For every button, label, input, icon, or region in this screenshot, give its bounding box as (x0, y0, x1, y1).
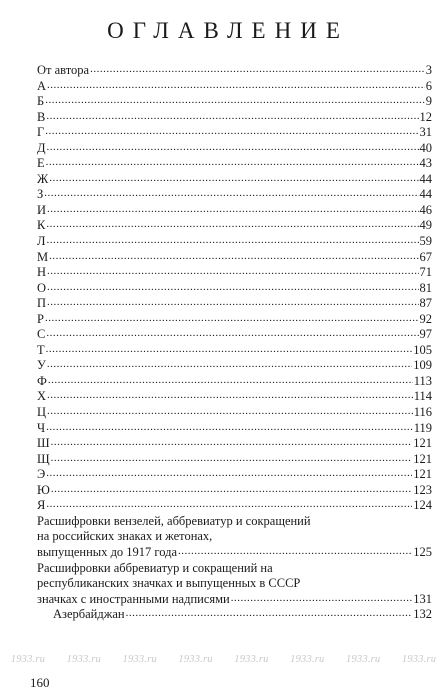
dot-leader (46, 325, 418, 342)
toc-entry-page: 121 (413, 467, 432, 482)
dot-leader (46, 465, 412, 482)
toc-entry-label: Ц (37, 405, 47, 420)
toc-entry-label: Т (37, 342, 45, 357)
toc-entry-line: Расшифровки аббревиатур и сокращений на (37, 560, 273, 575)
toc-entry-label: У (37, 358, 46, 373)
toc-entry-label: И (37, 202, 47, 217)
toc-entry-label: От автора (37, 63, 90, 77)
toc-entry-section-2[interactable] (37, 561, 432, 608)
toc-entry-page: 114 (413, 389, 432, 404)
toc-entries (37, 63, 432, 514)
toc-entry-label: Х (37, 389, 47, 404)
toc-entry-label: выпущенных до 1917 года (37, 544, 178, 559)
dot-leader (45, 92, 425, 109)
toc-entry-page: 124 (413, 498, 432, 513)
toc-entry-label: А (37, 78, 47, 93)
dot-leader (47, 279, 418, 296)
toc-entry-page: 131 (413, 591, 432, 606)
dot-leader (46, 154, 419, 171)
toc-entry-page: 3 (425, 63, 432, 77)
watermark-strip (0, 654, 447, 665)
dot-leader (46, 216, 418, 233)
toc-entry-page: 123 (413, 482, 432, 497)
toc-entry-page: 105 (413, 342, 432, 357)
toc-entry-page: 119 (413, 420, 432, 435)
toc-entry-page: 121 (413, 451, 432, 466)
dot-leader (45, 310, 419, 327)
toc-sub-entry[interactable] (37, 607, 432, 623)
toc-entry-label: Д (37, 140, 46, 155)
toc-entry-page: 12 (419, 109, 432, 124)
dot-leader (51, 434, 413, 451)
toc-entry-label: Ч (37, 420, 46, 435)
dot-leader (47, 294, 418, 311)
toc-entry-page: 59 (419, 234, 432, 249)
toc-entry-label: Азербайджан (53, 607, 125, 622)
toc-entry-line: на российских знаках и жетонах, (37, 529, 213, 544)
toc-entry-label: значках с иностранными надписями (37, 591, 230, 606)
toc-entry-label: Б (37, 94, 45, 109)
dot-leader (178, 543, 412, 560)
toc-entry-page: 132 (413, 607, 432, 622)
toc-entry-label: Ж (37, 171, 49, 186)
toc-entry-label: Ф (37, 373, 47, 388)
toc-entry-page: 113 (413, 373, 432, 388)
dot-leader (47, 356, 412, 373)
toc-entry-page: 49 (419, 218, 432, 233)
toc-entry-label: З (37, 187, 44, 202)
toc-entry-line: республиканских значках и выпущенных в СССР (37, 576, 301, 591)
dot-leader (46, 232, 418, 249)
toc-entry-page: 125 (413, 544, 432, 559)
watermark: 1933.ru (234, 654, 269, 665)
dot-leader (126, 605, 413, 622)
table-of-contents (37, 63, 432, 623)
dot-leader (51, 481, 412, 498)
toc-entry-label: С (37, 327, 46, 342)
watermark: 1933.ru (10, 654, 46, 665)
toc-entry-label: М (37, 249, 49, 264)
watermark: 1933.ru (290, 654, 325, 665)
toc-entry-page: 43 (419, 156, 432, 171)
toc-entry-label: Л (37, 234, 46, 249)
toc-entry-line: Расшифровки вензелей, аббревиатур и сокращений (37, 513, 311, 528)
watermark: 1933.ru (346, 654, 381, 665)
toc-entry-label: Я (37, 498, 46, 513)
toc-entry-label: К (37, 218, 46, 233)
toc-entry-page: 9 (425, 94, 432, 109)
toc-entry-page: 92 (419, 311, 432, 326)
toc-entry-page: 67 (419, 249, 432, 264)
toc-entry-label: Е (37, 156, 45, 171)
toc-entry-page: 44 (419, 171, 432, 186)
dot-leader (47, 387, 413, 404)
toc-entry-page: 6 (425, 78, 432, 93)
toc-entry-page: 87 (419, 296, 432, 311)
dot-leader (47, 77, 425, 94)
toc-entry-page: 40 (419, 140, 432, 155)
toc-entry-page: 97 (419, 327, 432, 342)
dot-leader (231, 590, 413, 607)
toc-entry-label: Н (37, 265, 47, 280)
toc-entry-page: 46 (419, 202, 432, 217)
toc-entry-last-line (37, 545, 432, 561)
watermark: 1933.ru (178, 654, 213, 665)
toc-entry-label: Ю (37, 482, 50, 497)
watermark: 1933.ru (66, 654, 101, 665)
dot-leader (51, 450, 413, 467)
dot-leader (47, 403, 413, 420)
dot-leader (47, 263, 418, 280)
toc-entry-label: Р (37, 311, 44, 326)
dot-leader (46, 108, 418, 125)
watermark: 1933.ru (122, 654, 157, 665)
toc-entry-label: О (37, 280, 47, 295)
toc-entry-page: 44 (419, 187, 432, 202)
dot-leader (90, 61, 425, 78)
toc-entry-page: 31 (419, 125, 432, 140)
dot-leader (44, 185, 418, 202)
toc-entry-label: Э (37, 467, 46, 482)
toc-entry-page: 81 (419, 280, 432, 295)
dot-leader (49, 248, 418, 265)
dot-leader (46, 496, 412, 513)
toc-entry-page: 71 (419, 265, 432, 280)
dot-leader (45, 123, 418, 140)
toc-entry-page: 116 (413, 405, 432, 420)
page-title: ОГЛАВЛЕНИЕ (107, 18, 349, 43)
watermark: 1933.ru (401, 654, 437, 665)
dot-leader (48, 372, 413, 389)
dot-leader (49, 170, 418, 187)
dot-leader (47, 201, 418, 218)
dot-leader (46, 341, 413, 358)
toc-entry-label: Щ (37, 451, 50, 466)
toc-entry-page: 109 (413, 358, 432, 373)
dot-leader (46, 419, 413, 436)
toc-entry-page: 121 (413, 436, 432, 451)
toc-entry-label: П (37, 296, 47, 311)
toc-entry-label: В (37, 109, 46, 124)
dot-leader (47, 139, 419, 156)
toc-entry-label: Г (37, 125, 45, 140)
toc-entry-section-1[interactable] (37, 514, 432, 561)
toc-entry-label: Ш (37, 436, 50, 451)
toc-entry[interactable] (37, 498, 432, 514)
page-number: 160 (30, 675, 50, 690)
